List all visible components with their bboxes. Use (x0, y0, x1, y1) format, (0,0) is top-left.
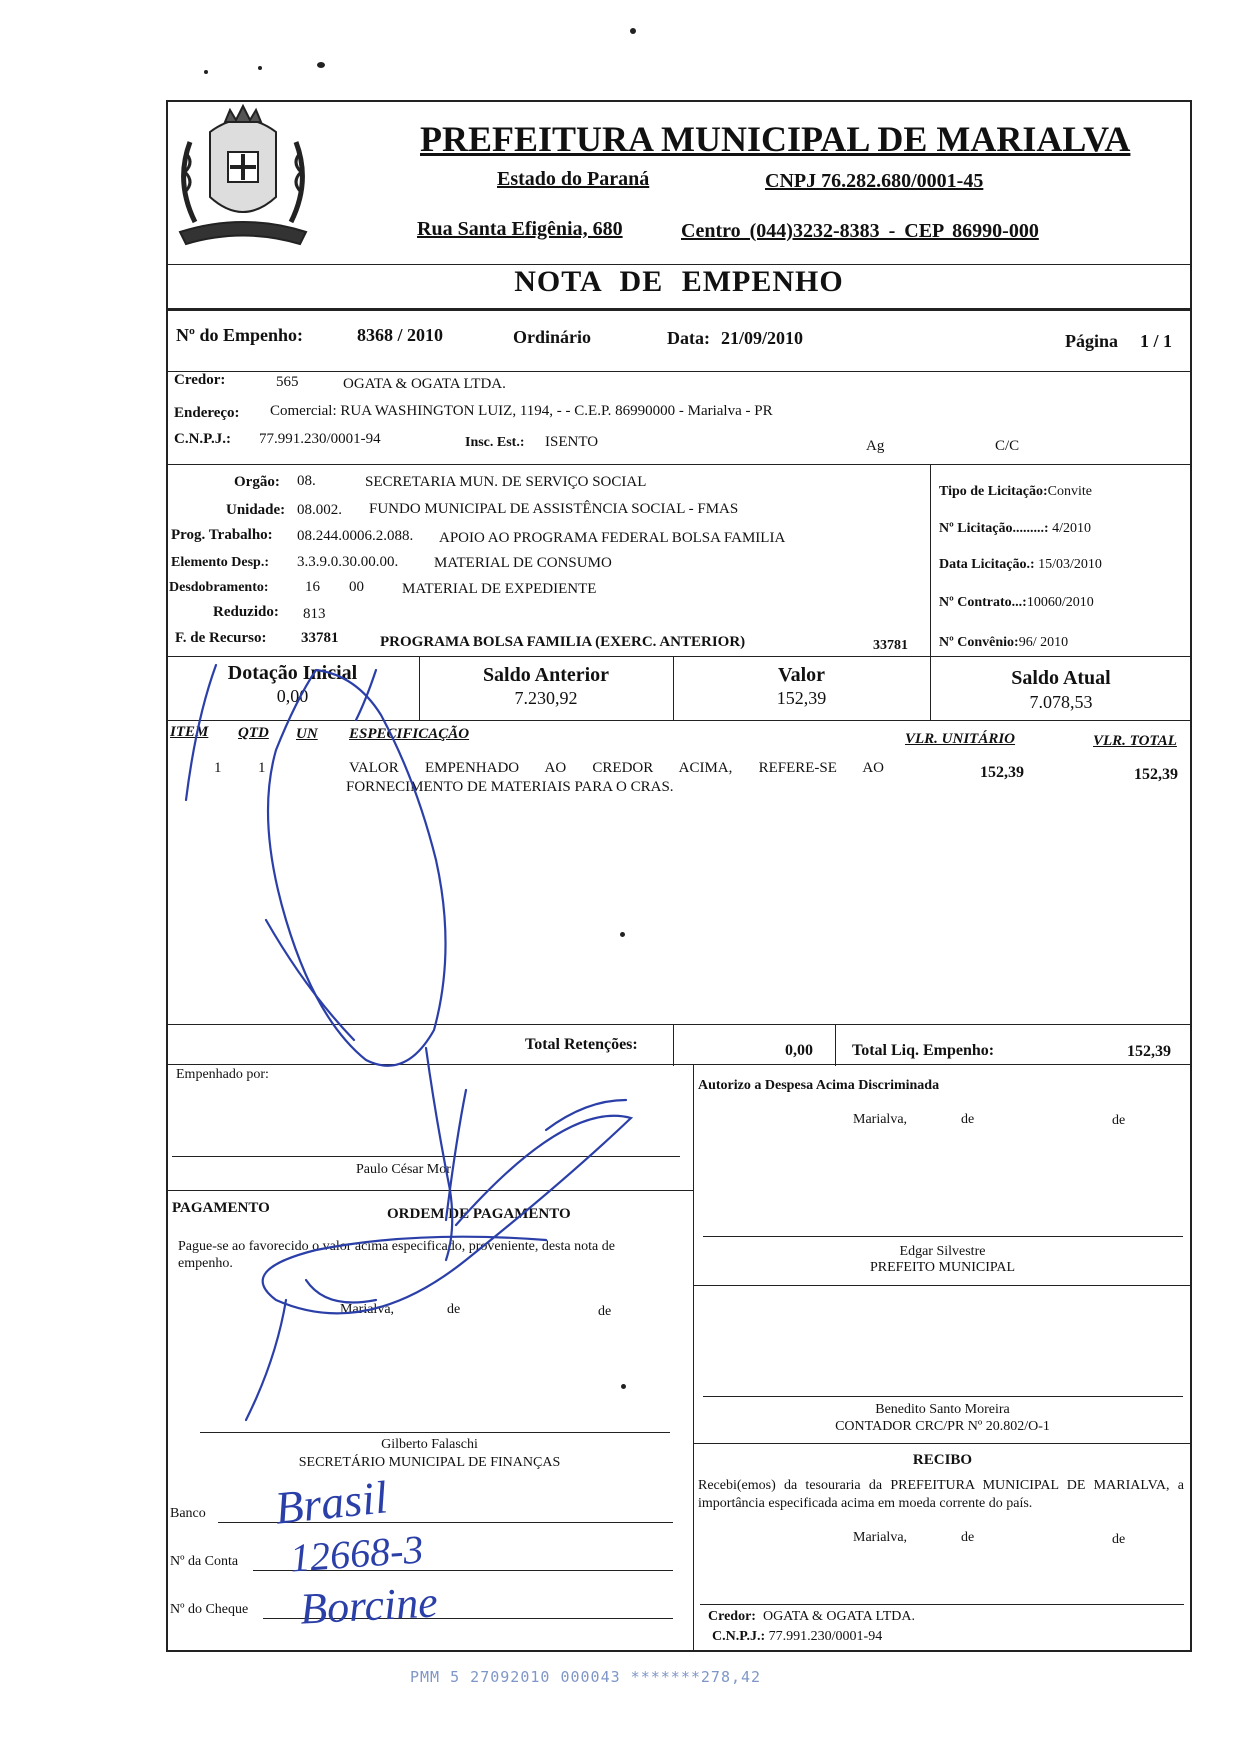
recurso-code: 33781 (873, 638, 908, 653)
item-spec-line1: VALOR EMPENHADO AO CREDOR ACIMA, REFERE-SE AO (349, 760, 884, 776)
empenho-number-label: Nº do Empenho: (176, 325, 303, 345)
prefeito-name: Edgar Silvestre (899, 1244, 986, 1259)
retencoes-value: 0,00 (785, 1042, 813, 1059)
contador-title: CONTADOR CRC/PR Nº 20.802/O-1 (835, 1419, 1050, 1434)
reduzido-value: 813 (303, 606, 326, 622)
elemento-code: 3.3.9.0.30.00.00. (297, 554, 399, 570)
contador-name: Benedito Santo Moreira (875, 1402, 1010, 1417)
page-title: PREFEITURA MUNICIPAL DE MARIALVA (420, 119, 1131, 159)
item-qtd: 1 (214, 760, 222, 776)
saldo-anterior-value: 7.230,92 (514, 688, 578, 708)
pagamento-text: Pague-se ao favorecido o valor acima especificado, proveniente, desta nota de empenho. (178, 1239, 615, 1271)
prog-label: Prog. Trabalho: (171, 527, 273, 543)
cnpj-label: CNPJ 76.282.680/0001-45 (765, 170, 984, 192)
item-unit-value: 152,39 (980, 764, 1024, 781)
col-total-value: VLR. TOTAL (1093, 733, 1177, 749)
ordem-label: ORDEM DE PAGAMENTO (387, 1206, 571, 1222)
licitacao-type-label: Tipo de Licitação: (939, 484, 1048, 499)
recurso-code: 33781 (301, 630, 339, 646)
elemento-label: Elemento Desp.: (171, 555, 269, 570)
cc-label: C/C (995, 438, 1020, 454)
col-item: ITEM (170, 724, 209, 740)
credor-cnpj: 77.991.230/0001-94 (259, 431, 381, 447)
state-label: Estado do Paraná (497, 168, 650, 190)
desdobramento-label: Desdobramento: (169, 580, 269, 595)
autorizo-de: de (1112, 1113, 1126, 1128)
col-unit-value: VLR. UNITÁRIO (905, 731, 1016, 747)
unidade-code: 08.002. (297, 502, 342, 518)
scan-speck (204, 70, 208, 74)
orgao-label: Orgão: (234, 474, 280, 490)
recibo-cnpj: 77.991.230/0001-94 (768, 1629, 883, 1644)
conta-label: Nº da Conta (170, 1554, 239, 1569)
licitacao-date-label: Data Licitação.: (939, 557, 1035, 572)
empenho-number: 8368 / 2010 (357, 325, 444, 345)
divider-vertical (930, 464, 931, 660)
licitacao-date: 15/03/2010 (1038, 557, 1102, 572)
recurso-label: F. de Recurso: (175, 630, 267, 646)
empenho-date: 21/09/2010 (721, 328, 804, 348)
recibo-credor-label: Credor: (708, 1609, 756, 1624)
cheque-label: Nº do Cheque (170, 1602, 249, 1617)
recibo-place: Marialva, (853, 1530, 908, 1545)
pagamento-de: de (598, 1304, 612, 1319)
credor-name: OGATA & OGATA LTDA. (343, 376, 506, 392)
item-total-value: 152,39 (1134, 766, 1178, 783)
address-label: Endereço: (174, 405, 240, 421)
col-un: UN (296, 726, 318, 742)
contrato-label: Nº Contrato...: (939, 595, 1027, 610)
saldo-atual-label: Saldo Atual (1011, 667, 1111, 689)
valor-label: Valor (777, 664, 826, 686)
dotacao-label: Dotação Inicial (227, 662, 358, 684)
autorizo-label: Autorizo a Despesa Acima Discriminada (698, 1078, 940, 1093)
saldo-atual-value: 7.078,53 (1029, 692, 1093, 712)
item-un: 1 (258, 760, 266, 776)
col-spec: ESPECIFICAÇÃO (349, 726, 470, 742)
contrato-number: 10060/2010 (1026, 595, 1094, 610)
empenhado-name: Paulo César Mor (356, 1162, 451, 1177)
autorizo-place: Marialva, (853, 1112, 908, 1127)
insc-value: ISENTO (545, 434, 599, 450)
doc-title: NOTA DE EMPENHO (514, 265, 844, 298)
licitacao-number: 4/2010 (1052, 521, 1091, 536)
recibo-text: Recebi(emos) da tesouraria da PREFEITURA MUNICIPAL DE MARIALVA, a importância especificada acima em moeda corrente do país. (698, 1478, 1184, 1511)
prog-code: 08.244.0006.2.088. (297, 528, 414, 544)
conta-handwritten: 12668-3 (288, 1526, 425, 1581)
recurso-name: PROGRAMA BOLSA FAMILIA (EXERC. ANTERIOR) (380, 634, 746, 650)
empenho-type: Ordinário (513, 327, 592, 347)
banco-handwritten: Brasil (272, 1471, 390, 1534)
unidade-label: Unidade: (226, 502, 286, 518)
desdobramento-code: 00 (349, 579, 364, 595)
liq-value: 152,39 (1127, 1043, 1171, 1060)
reduzido-label: Reduzido: (213, 604, 279, 620)
prefeito-title: PREFEITO MUNICIPAL (869, 1260, 1016, 1275)
banco-label: Banco (170, 1506, 206, 1521)
recibo-label: RECIBO (912, 1452, 973, 1468)
autorizo-de: de (961, 1112, 975, 1127)
retencoes-label: Total Retenções: (525, 1036, 638, 1053)
date-label: Data: (667, 328, 710, 348)
prog-name: APOIO AO PROGRAMA FEDERAL BOLSA FAMILIA (439, 530, 786, 546)
orgao-code: 08. (297, 473, 316, 489)
empenhado-label: Empenhado por: (176, 1067, 269, 1082)
desdobramento-code: 16 (305, 579, 320, 595)
credor-code: 565 (276, 374, 299, 390)
contact-label: Centro (044)3232-8383 - CEP 86990-000 (681, 220, 1039, 242)
credor-label: Credor: (174, 372, 226, 388)
recibo-de: de (1112, 1532, 1126, 1547)
col-qtd: QTD (238, 725, 269, 741)
page-label: Página (1065, 331, 1119, 351)
valor-value: 152,39 (776, 688, 827, 708)
convenio-label: Nº Convênio: (939, 635, 1019, 650)
handwritten-signatures (166, 660, 1192, 1640)
elemento-name: MATERIAL DE CONSUMO (434, 555, 612, 571)
scan-speck (317, 62, 325, 68)
pagamento-label: PAGAMENTO (172, 1200, 270, 1216)
cheque-handwritten: Borcine (298, 1577, 439, 1634)
register-stamp: PMM 5 27092010 000043 *******278,42 (410, 1668, 762, 1686)
saldo-anterior-label: Saldo Anterior (482, 664, 610, 686)
ag-label: Ag (866, 438, 885, 454)
scan-speck (630, 28, 636, 34)
licitacao-type: Convite (1047, 484, 1092, 499)
divider (166, 308, 1192, 311)
divider (166, 371, 1192, 372)
unidade-name: FUNDO MUNICIPAL DE ASSISTÊNCIA SOCIAL - FMAS (369, 501, 739, 517)
page-number: 1 / 1 (1140, 331, 1173, 351)
convenio-number: 96/ 2010 (1018, 635, 1069, 650)
recibo-cnpj-label: C.N.P.J.: (712, 1629, 766, 1644)
insc-label: Insc. Est.: (465, 435, 525, 450)
licitacao-number-label: Nº Licitação.........: (939, 521, 1049, 536)
divider (166, 464, 1192, 465)
orgao-name: SECRETARIA MUN. DE SERVIÇO SOCIAL (365, 474, 647, 490)
desdobramento-name: MATERIAL DE EXPEDIENTE (402, 581, 597, 597)
secretario-name: Gilberto Falaschi (381, 1437, 478, 1452)
secretario-title: SECRETÁRIO MUNICIPAL DE FINANÇAS (298, 1455, 561, 1470)
liq-label: Total Liq. Empenho: (852, 1042, 995, 1059)
dotacao-value: 0,00 (276, 686, 309, 706)
recibo-de: de (961, 1530, 975, 1545)
cnpj-label: C.N.P.J.: (174, 431, 231, 447)
scan-speck (258, 66, 262, 70)
street-label: Rua Santa Efigênia, 680 (417, 218, 623, 240)
pagamento-place: Marialva, (340, 1302, 395, 1317)
coat-of-arms-icon (170, 102, 316, 252)
divider (166, 656, 1192, 657)
item-spec-line2: FORNECIMENTO DE MATERIAIS PARA O CRAS. (346, 779, 674, 795)
credor-address: Comercial: RUA WASHINGTON LUIZ, 1194, - - C.E.P. 86990000 - Marialva - PR (270, 403, 773, 419)
pagamento-de: de (447, 1302, 461, 1317)
recibo-credor: OGATA & OGATA LTDA. (762, 1609, 915, 1624)
